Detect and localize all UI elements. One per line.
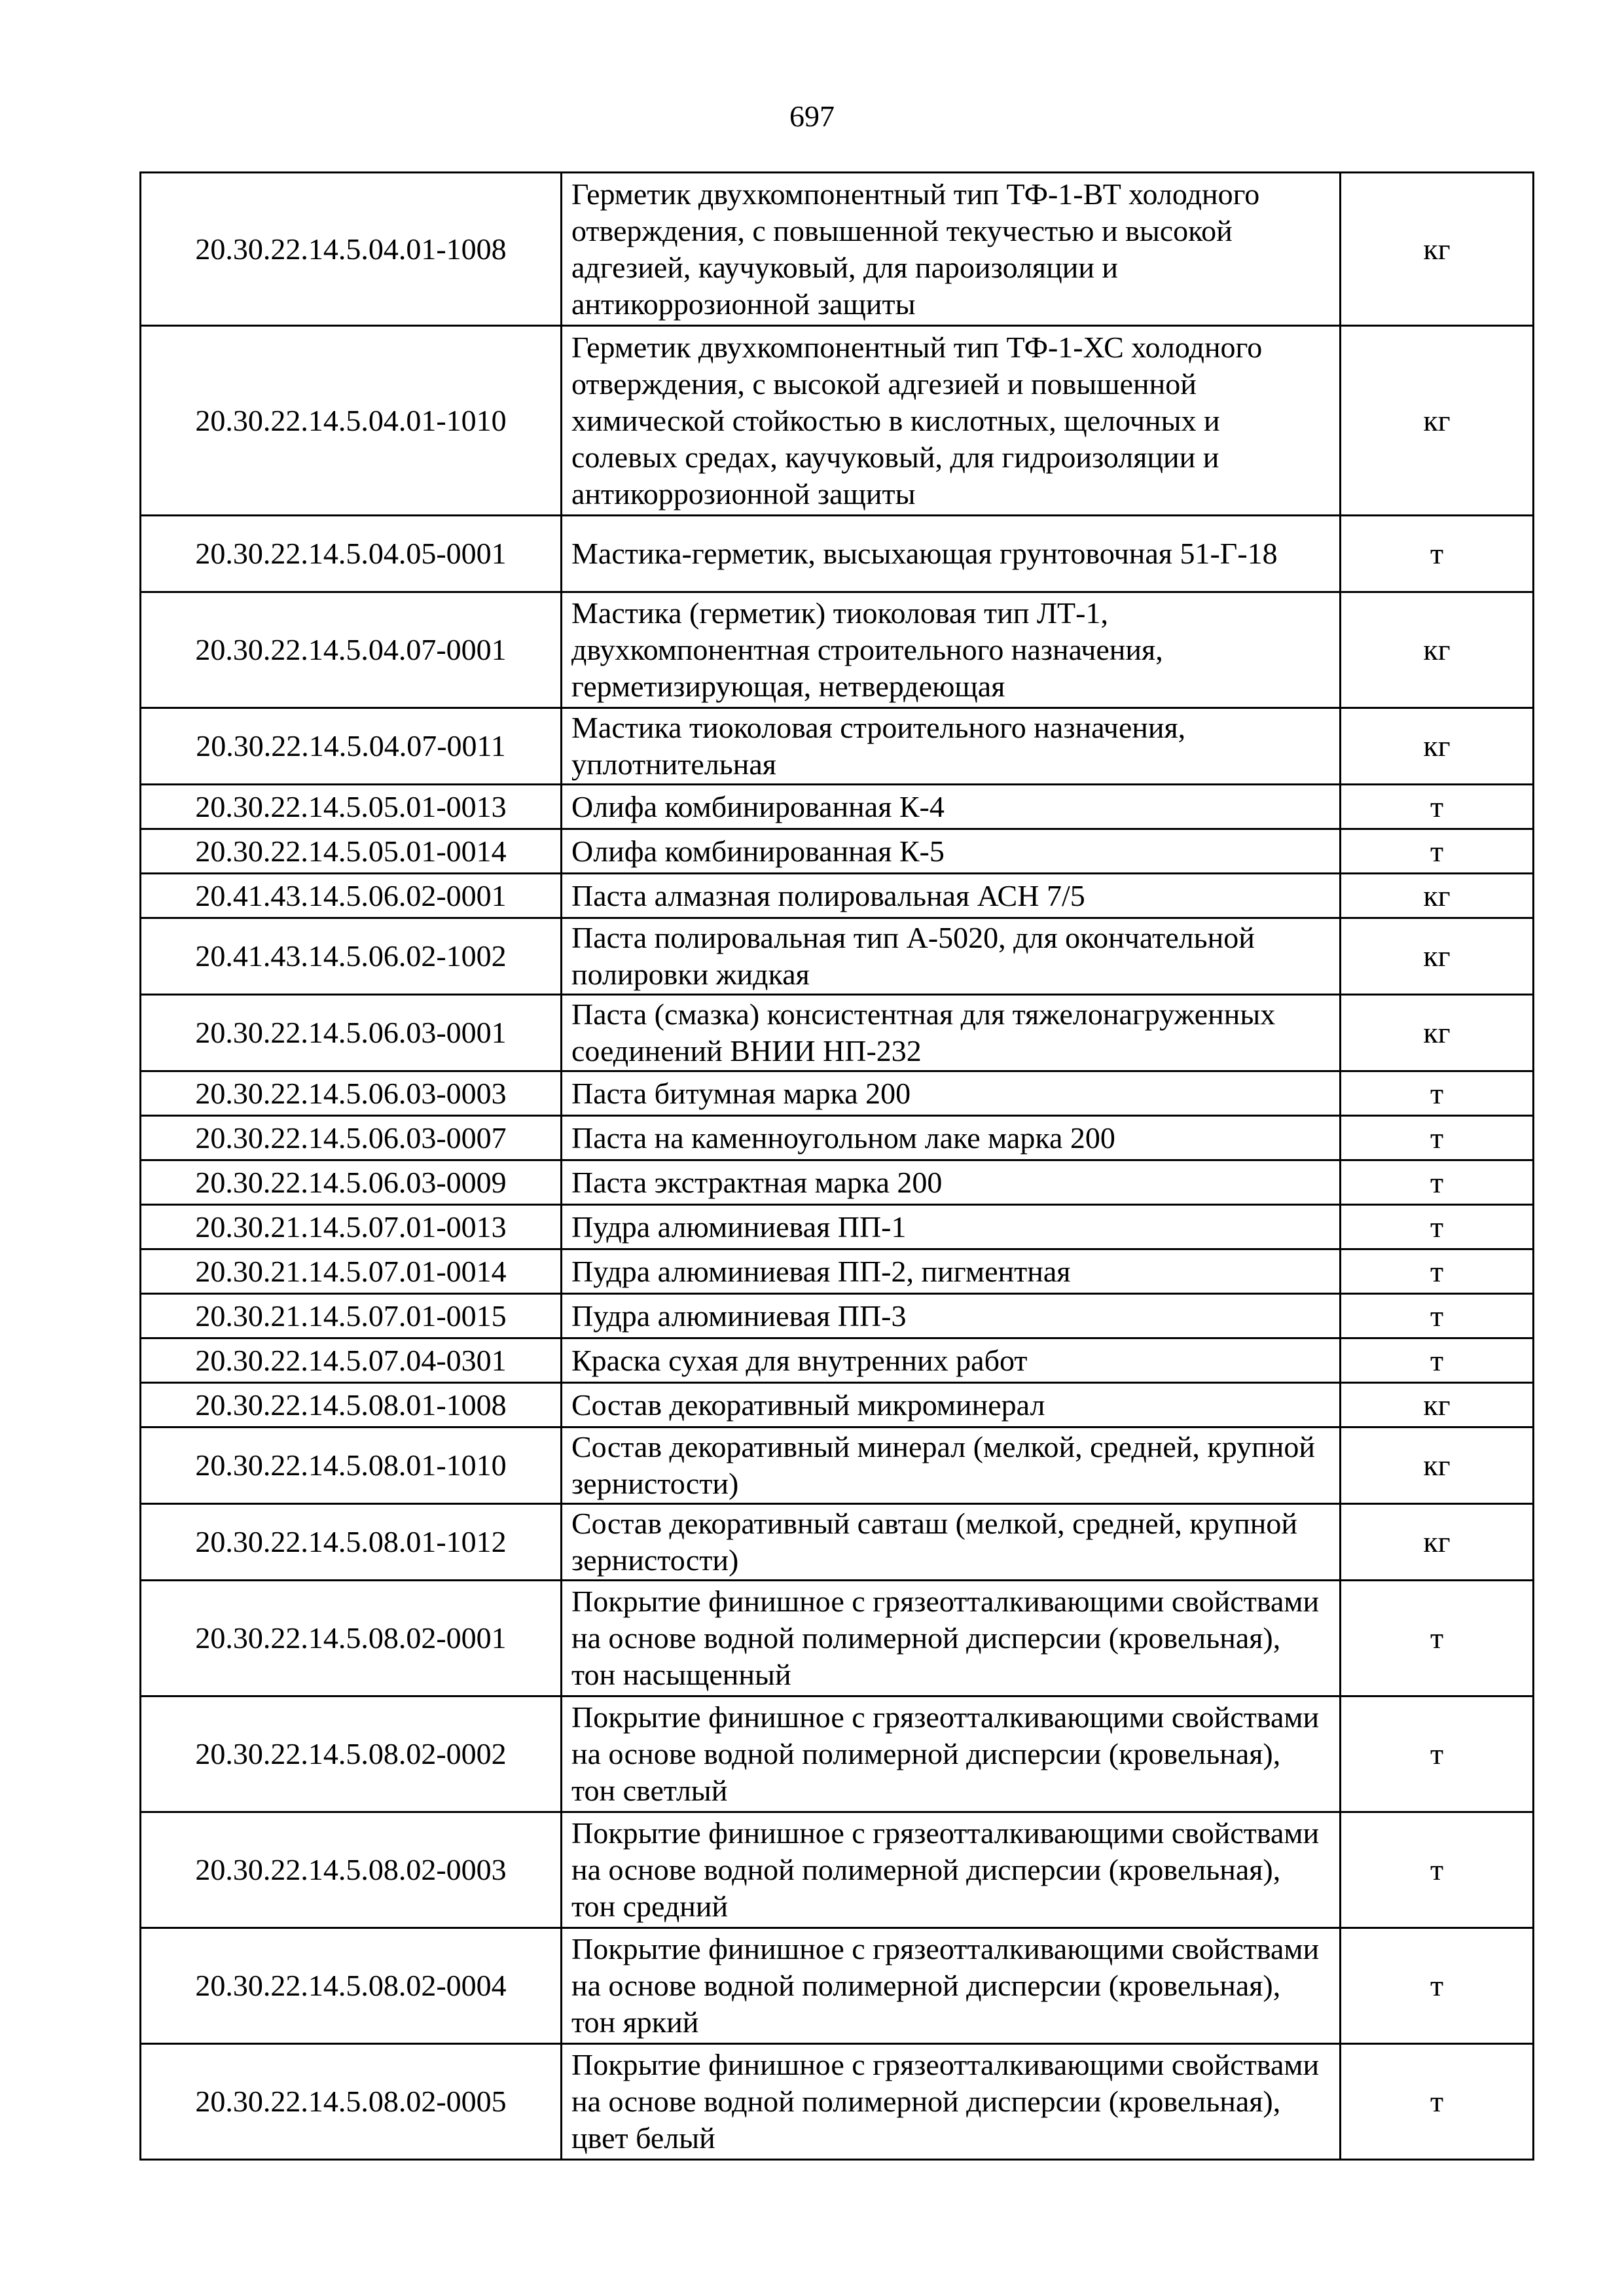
- resource-unit: кг: [1341, 708, 1534, 785]
- resource-name: Состав декоративный минерал (мелкой, средней, крупной зернистости): [562, 1427, 1341, 1504]
- resource-name: Мастика-герметик, высыхающая грунтовочная 51-Г-18: [562, 516, 1341, 592]
- table-row: [141, 1427, 1534, 1504]
- resource-unit: кг: [1341, 1427, 1534, 1504]
- resource-name: Пудра алюминиевая ПП-3: [562, 1294, 1341, 1338]
- resource-code: 20.30.21.14.5.07.01-0014: [141, 1249, 562, 1294]
- resource-name: Олифа комбинированная К-4: [562, 785, 1341, 829]
- table-row: [141, 1812, 1534, 1928]
- resource-code: 20.30.22.14.5.04.01-1008: [141, 173, 562, 326]
- table-row: [141, 1205, 1534, 1249]
- resource-name: Паста на каменноугольном лаке марка 200: [562, 1116, 1341, 1160]
- resource-unit: т: [1341, 2044, 1534, 2160]
- resource-code: 20.41.43.14.5.06.02-1002: [141, 918, 562, 995]
- resource-unit: т: [1341, 1812, 1534, 1928]
- table-row: [141, 1504, 1534, 1581]
- table-row: [141, 874, 1534, 918]
- resource-code: 20.30.22.14.5.08.02-0004: [141, 1928, 562, 2044]
- resource-code: 20.30.22.14.5.08.02-0001: [141, 1581, 562, 1696]
- table-row: [141, 1928, 1534, 2044]
- resource-code: 20.30.22.14.5.08.01-1008: [141, 1383, 562, 1427]
- table-row: [141, 326, 1534, 516]
- table-row: [141, 2044, 1534, 2160]
- resource-name: Пудра алюминиевая ПП-1: [562, 1205, 1341, 1249]
- resource-code: 20.30.22.14.5.06.03-0003: [141, 1071, 562, 1116]
- table-row: [141, 1581, 1534, 1696]
- table-row: [141, 1294, 1534, 1338]
- resource-unit: т: [1341, 1581, 1534, 1696]
- resource-code: 20.30.22.14.5.05.01-0013: [141, 785, 562, 829]
- table-row: [141, 1383, 1534, 1427]
- table-row: [141, 1696, 1534, 1812]
- page-number: 697: [789, 99, 835, 133]
- table-row: [141, 918, 1534, 995]
- resource-unit: т: [1341, 1160, 1534, 1205]
- resource-name: Мастика тиоколовая строительного назначения, уплотнительная: [562, 708, 1341, 785]
- table-row: [141, 995, 1534, 1071]
- resource-name: Покрытие финишное с грязеотталкивающими свойствами на основе водной полимерной дисперсии (кровельная), тон яркий: [562, 1928, 1341, 2044]
- resource-name: Состав декоративный микроминерал: [562, 1383, 1341, 1427]
- resource-unit: кг: [1341, 592, 1534, 708]
- resource-code: 20.30.22.14.5.08.01-1010: [141, 1427, 562, 1504]
- resource-code: 20.30.22.14.5.08.02-0002: [141, 1696, 562, 1812]
- table-row: [141, 708, 1534, 785]
- resource-unit: т: [1341, 1294, 1534, 1338]
- table-row: [141, 516, 1534, 592]
- resource-name: Олифа комбинированная К-5: [562, 829, 1341, 874]
- resource-unit: т: [1341, 1928, 1534, 2044]
- resource-code: 20.30.22.14.5.04.07-0011: [141, 708, 562, 785]
- resource-code: 20.30.22.14.5.04.05-0001: [141, 516, 562, 592]
- table-row: [141, 1249, 1534, 1294]
- resource-unit: т: [1341, 785, 1534, 829]
- resource-unit: т: [1341, 1071, 1534, 1116]
- resource-code: 20.30.22.14.5.06.03-0001: [141, 995, 562, 1071]
- resource-code: 20.30.22.14.5.06.03-0007: [141, 1116, 562, 1160]
- resource-unit: т: [1341, 1116, 1534, 1160]
- resource-unit: кг: [1341, 173, 1534, 326]
- table-row: [141, 829, 1534, 874]
- resource-name: Паста экстрактная марка 200: [562, 1160, 1341, 1205]
- resource-table-body: [141, 173, 1534, 2160]
- resource-code: 20.30.22.14.5.05.01-0014: [141, 829, 562, 874]
- resource-unit: т: [1341, 1696, 1534, 1812]
- resource-name: Паста алмазная полировальная АСН 7/5: [562, 874, 1341, 918]
- table-row: [141, 173, 1534, 326]
- resource-code: 20.30.22.14.5.07.04-0301: [141, 1338, 562, 1383]
- resource-code: 20.30.22.14.5.08.02-0003: [141, 1812, 562, 1928]
- resource-code: 20.30.21.14.5.07.01-0013: [141, 1205, 562, 1249]
- table-row: [141, 1071, 1534, 1116]
- resource-code: 20.30.22.14.5.04.07-0001: [141, 592, 562, 708]
- resource-unit: кг: [1341, 1504, 1534, 1581]
- resource-unit: кг: [1341, 1383, 1534, 1427]
- resource-name: Мастика (герметик) тиоколовая тип ЛТ-1, двухкомпонентная строительного назначения, герметизирующая, нетвердеющая: [562, 592, 1341, 708]
- resource-unit: кг: [1341, 874, 1534, 918]
- resource-code: 20.30.22.14.5.06.03-0009: [141, 1160, 562, 1205]
- resource-name: Паста (смазка) консистентная для тяжелонагруженных соединений ВНИИ НП-232: [562, 995, 1341, 1071]
- resource-name: Краска сухая для внутренних работ: [562, 1338, 1341, 1383]
- resource-name: Покрытие финишное с грязеотталкивающими свойствами на основе водной полимерной дисперсии (кровельная), цвет белый: [562, 2044, 1341, 2160]
- resource-name: Состав декоративный савташ (мелкой, средней, крупной зернистости): [562, 1504, 1341, 1581]
- resource-name: Герметик двухкомпонентный тип ТФ-1-ХС холодного отверждения, с высокой адгезией и повышенной химической стойкостью в кислотных, щелочных и солевых средах, каучуковый, для гидроизоляции и антикоррозионной защиты: [562, 326, 1341, 516]
- resource-unit: т: [1341, 516, 1534, 592]
- table-row: [141, 785, 1534, 829]
- resource-code: 20.30.21.14.5.07.01-0015: [141, 1294, 562, 1338]
- resource-name: Пудра алюминиевая ПП-2, пигментная: [562, 1249, 1341, 1294]
- resource-code: 20.30.22.14.5.04.01-1010: [141, 326, 562, 516]
- resource-unit: т: [1341, 1338, 1534, 1383]
- resource-name: Герметик двухкомпонентный тип ТФ-1-ВТ холодного отверждения, с повышенной текучестью и высокой адгезией, каучуковый, для пароизоляции и антикоррозионной защиты: [562, 173, 1341, 326]
- resource-name: Паста полировальная тип А-5020, для окончательной полировки жидкая: [562, 918, 1341, 995]
- table-row: [141, 592, 1534, 708]
- resource-name: Покрытие финишное с грязеотталкивающими свойствами на основе водной полимерной дисперсии (кровельная), тон светлый: [562, 1696, 1341, 1812]
- resource-unit: кг: [1341, 995, 1534, 1071]
- resource-unit: кг: [1341, 918, 1534, 995]
- resource-name: Покрытие финишное с грязеотталкивающими свойствами на основе водной полимерной дисперсии (кровельная), тон насыщенный: [562, 1581, 1341, 1696]
- resource-unit: т: [1341, 1249, 1534, 1294]
- resource-code: 20.41.43.14.5.06.02-0001: [141, 874, 562, 918]
- resource-name: Паста битумная марка 200: [562, 1071, 1341, 1116]
- table-row: [141, 1338, 1534, 1383]
- resource-code: 20.30.22.14.5.08.01-1012: [141, 1504, 562, 1581]
- resource-unit: т: [1341, 829, 1534, 874]
- resource-name: Покрытие финишное с грязеотталкивающими свойствами на основе водной полимерной дисперсии (кровельная), тон средний: [562, 1812, 1341, 1928]
- table-row: [141, 1160, 1534, 1205]
- table-row: [141, 1116, 1534, 1160]
- resource-unit: кг: [1341, 326, 1534, 516]
- resource-unit: т: [1341, 1205, 1534, 1249]
- resource-code: 20.30.22.14.5.08.02-0005: [141, 2044, 562, 2160]
- resource-table: [139, 171, 1534, 2161]
